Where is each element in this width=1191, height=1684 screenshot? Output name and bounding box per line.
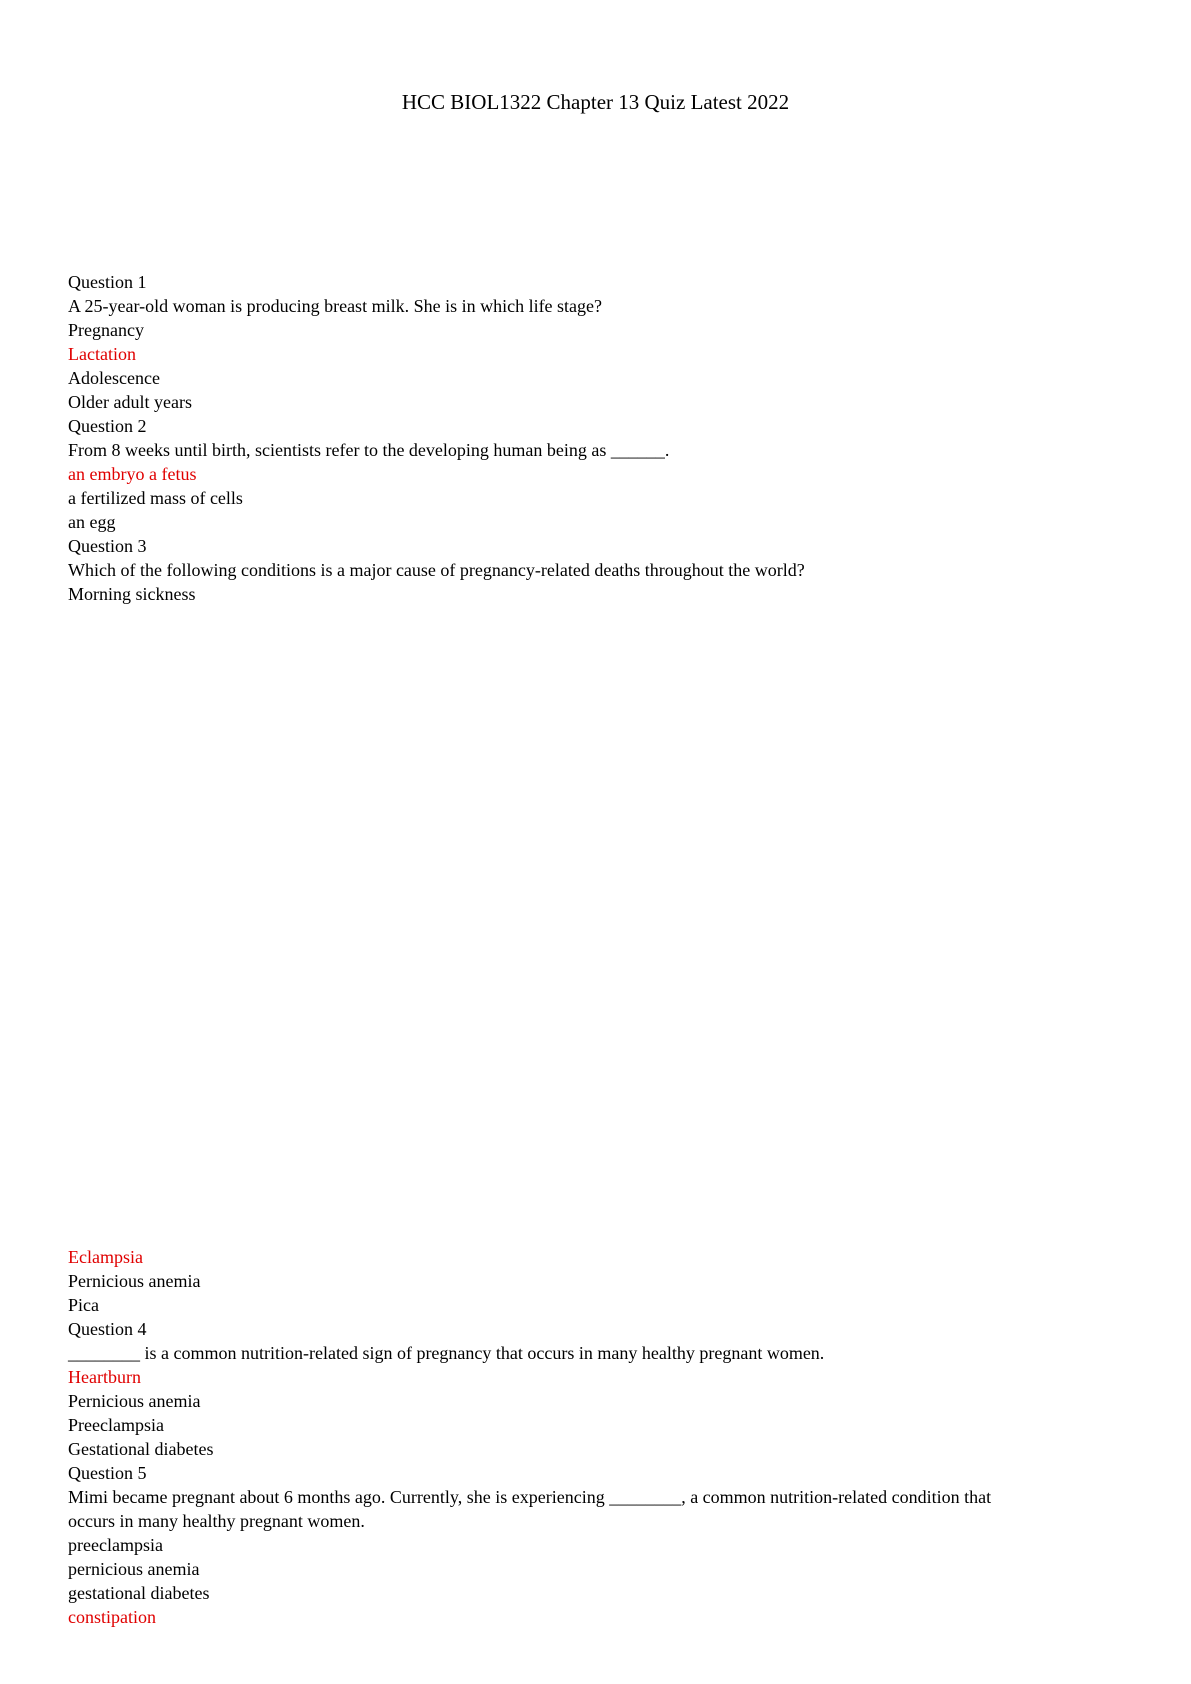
question-number: Question 4 [68, 1319, 147, 1339]
question-number: Question 1 [68, 272, 147, 292]
correct-answer: Lactation [68, 344, 136, 364]
page-title: HCC BIOL1322 Chapter 13 Quiz Latest 2022 [401, 90, 790, 114]
answer-option: Preeclampsia [68, 1415, 164, 1435]
question-text: From 8 weeks until birth, scientists refer to the developing human being as ______. [68, 440, 670, 460]
correct-answer: constipation [68, 1607, 156, 1627]
answer-option: a fertilized mass of cells [68, 488, 243, 508]
question-text: Which of the following conditions is a major cause of pregnancy-related deaths throughout the world? [68, 560, 805, 580]
answer-option: Pernicious anemia [68, 1391, 201, 1411]
answer-option: pernicious anemia [68, 1559, 200, 1579]
answer-option: Pica [68, 1295, 99, 1315]
question-text: A 25-year-old woman is producing breast milk. She is in which life stage? [68, 296, 603, 316]
quiz-block-top [68, 270, 1128, 606]
answer-option: Older adult years [68, 392, 192, 412]
answer-option: Adolescence [68, 368, 160, 388]
question-text: occurs in many healthy pregnant women. [68, 1511, 365, 1531]
answer-option: Pernicious anemia [68, 1271, 201, 1291]
answer-option: Pregnancy [68, 320, 144, 340]
correct-answer: an embryo a fetus [68, 464, 197, 484]
question-number: Question 3 [68, 536, 147, 556]
question-text: ________ is a common nutrition-related sign of pregnancy that occurs in many healthy pregnant women. [68, 1343, 825, 1363]
correct-answer: Heartburn [68, 1367, 141, 1387]
question-text: Mimi became pregnant about 6 months ago. Currently, she is experiencing ________, a common nutrition-related condition that [68, 1487, 992, 1507]
question-number: Question 2 [68, 416, 147, 436]
question-number: Question 5 [68, 1463, 147, 1483]
answer-option: an egg [68, 512, 116, 532]
answer-option: Gestational diabetes [68, 1439, 214, 1459]
correct-answer: Eclampsia [68, 1247, 143, 1267]
answer-option: Morning sickness [68, 584, 196, 604]
quiz-block-bottom [68, 1245, 1128, 1629]
answer-option: preeclampsia [68, 1535, 163, 1555]
answer-option: gestational diabetes [68, 1583, 210, 1603]
